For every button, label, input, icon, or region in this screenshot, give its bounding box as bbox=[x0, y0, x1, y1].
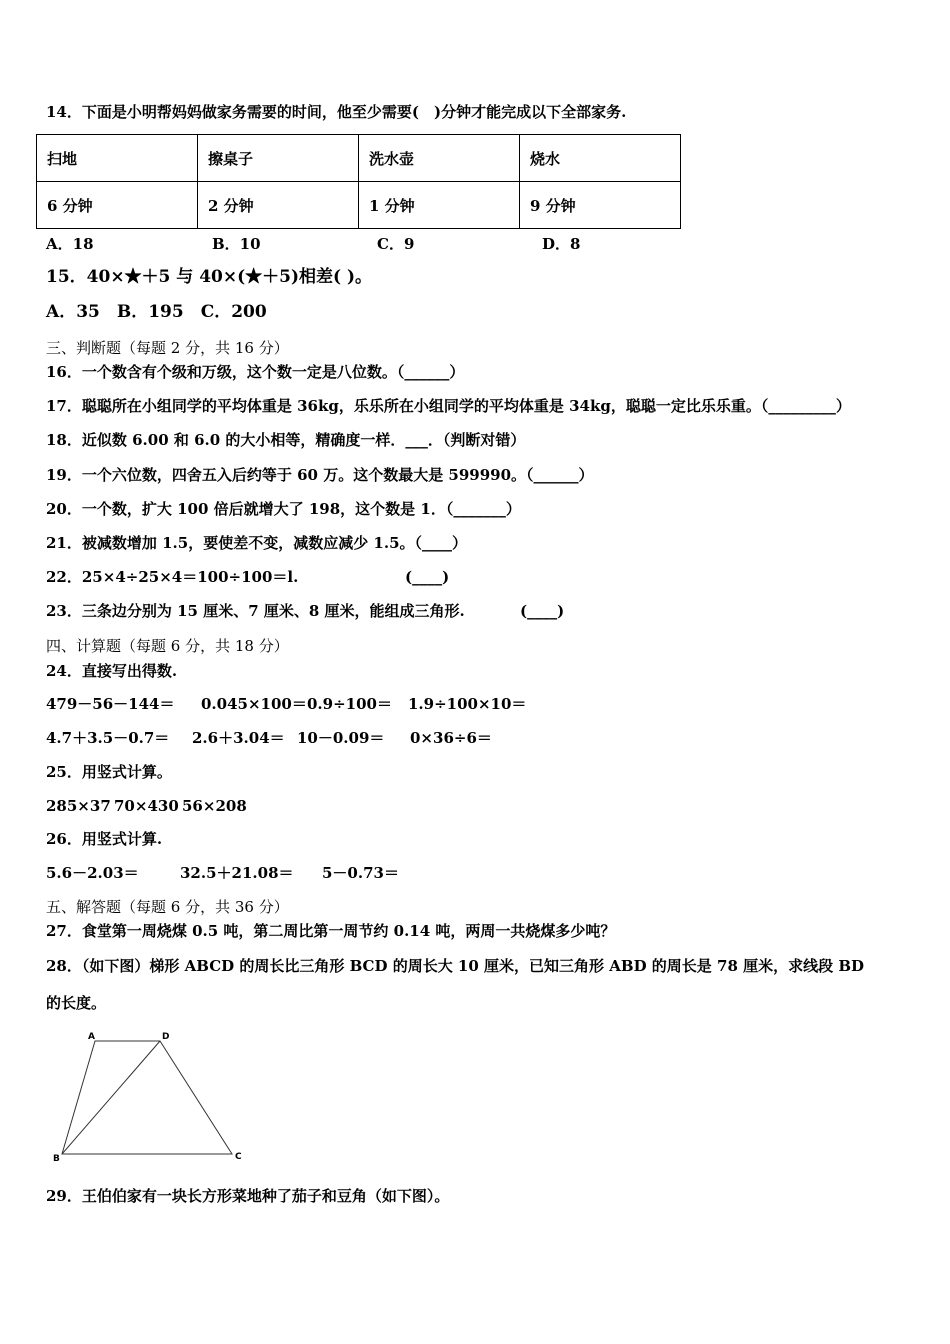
section-5-heading: 五、解答题（每题 6 分，共 36 分） bbox=[46, 898, 289, 916]
chores-table bbox=[36, 134, 681, 229]
q28-text-cont: 的长度。 bbox=[46, 994, 107, 1012]
q24-item: 0.9÷100＝ bbox=[307, 695, 392, 713]
q24-item: 4.7＋3.5－0.7＝ bbox=[46, 729, 170, 747]
q27-text: 27．食堂第一周烧煤 0.5 吨，第二周比第一周节约 0.14 吨，两周一共烧煤多少吨？ bbox=[46, 922, 616, 940]
q26-item: 5－0.73＝ bbox=[322, 864, 399, 882]
section-3-heading: 三、判断题（每题 2 分，共 16 分） bbox=[46, 339, 289, 357]
q24-item: 2.6＋3.04＝ bbox=[192, 729, 285, 747]
task-cell: 扫地 bbox=[37, 135, 198, 182]
time-cell: 2 分钟 bbox=[198, 182, 359, 229]
q25-item: 70×430 bbox=[114, 797, 179, 815]
trapezoid-outline bbox=[62, 1041, 232, 1154]
q19-text: 19．一个六位数，四舍五入后约等于 60 万。这个数最大是 599990。（______） bbox=[46, 466, 594, 484]
diagonal-bd bbox=[62, 1041, 160, 1154]
label-a: A bbox=[88, 1032, 95, 1042]
task-cell: 擦桌子 bbox=[198, 135, 359, 182]
label-b: B bbox=[53, 1154, 60, 1164]
q25-item: 56×208 bbox=[182, 797, 247, 815]
q24-item: 0.045×100＝ bbox=[201, 695, 307, 713]
label-d: D bbox=[162, 1032, 170, 1042]
q24-item: 479－56－144＝ bbox=[46, 695, 175, 713]
q14-option-b: B．10 bbox=[212, 235, 261, 253]
q14-option-c: C．9 bbox=[377, 235, 415, 253]
q14-text: 14．下面是小明帮妈妈做家务需要的时间，他至少需要( )分钟才能完成以下全部家务. bbox=[46, 103, 627, 121]
time-cell: 6 分钟 bbox=[37, 182, 198, 229]
q25-text: 25．用竖式计算。 bbox=[46, 763, 172, 781]
q24-item: 1.9÷100×10＝ bbox=[408, 695, 527, 713]
q23-blank: (____) bbox=[520, 602, 565, 620]
q15-text: 15．40×★＋5 与 40×(★＋5)相差( )。 bbox=[46, 267, 373, 287]
q29-text: 29．王伯伯家有一块长方形菜地种了茄子和豆角（如下图）。 bbox=[46, 1187, 450, 1205]
section-4-heading: 四、计算题（每题 6 分，共 18 分） bbox=[46, 637, 289, 655]
q15-options: A．35 B．195 C．200 bbox=[46, 302, 267, 322]
q28-text: 28．（如下图）梯形 ABCD 的周长比三角形 BCD 的周长大 10 厘米，已知三角形 ABD 的周长是 78 厘米，求线段 BD bbox=[46, 957, 865, 975]
table-row bbox=[37, 135, 681, 182]
q26-item: 5.6－2.03＝ bbox=[46, 864, 139, 882]
q24-item: 10－0.09＝ bbox=[297, 729, 385, 747]
q23-text: 23．三条边分别为 15 厘米、7 厘米、8 厘米，能组成三角形. bbox=[46, 602, 465, 620]
time-cell: 9 分钟 bbox=[520, 182, 681, 229]
time-cell: 1 分钟 bbox=[359, 182, 520, 229]
table-row bbox=[37, 182, 681, 229]
q18-text: 18．近似数 6.00 和 6.0 的大小相等，精确度一样．___．（判断对错） bbox=[46, 431, 526, 449]
q24-text: 24．直接写出得数. bbox=[46, 662, 178, 680]
q25-item: 285×37 bbox=[46, 797, 111, 815]
q21-text: 21．被减数增加 1.5，要使差不变，减数应减少 1.5。（____） bbox=[46, 534, 468, 552]
q22-text: 22．25×4÷25×4＝100÷100＝l. bbox=[46, 568, 299, 586]
q16-text: 16．一个数含有个级和万级，这个数一定是八位数。（______） bbox=[46, 363, 465, 381]
q14-option-a: A．18 bbox=[46, 235, 94, 253]
q24-item: 0×36÷6＝ bbox=[410, 729, 492, 747]
q14-option-d: D．8 bbox=[542, 235, 581, 253]
trapezoid-figure bbox=[50, 1028, 250, 1168]
task-cell: 洗水壶 bbox=[359, 135, 520, 182]
q17-text: 17．聪聪所在小组同学的平均体重是 36kg，乐乐所在小组同学的平均体重是 34kg，聪聪一定比乐乐重。（_________） bbox=[46, 397, 851, 415]
q26-item: 32.5＋21.08＝ bbox=[180, 864, 294, 882]
q20-text: 20．一个数，扩大 100 倍后就增大了 198，这个数是 1．（_______） bbox=[46, 500, 521, 518]
label-c: C bbox=[235, 1152, 242, 1162]
q26-text: 26．用竖式计算. bbox=[46, 830, 163, 848]
q22-blank: (____) bbox=[405, 568, 450, 586]
task-cell: 烧水 bbox=[520, 135, 681, 182]
